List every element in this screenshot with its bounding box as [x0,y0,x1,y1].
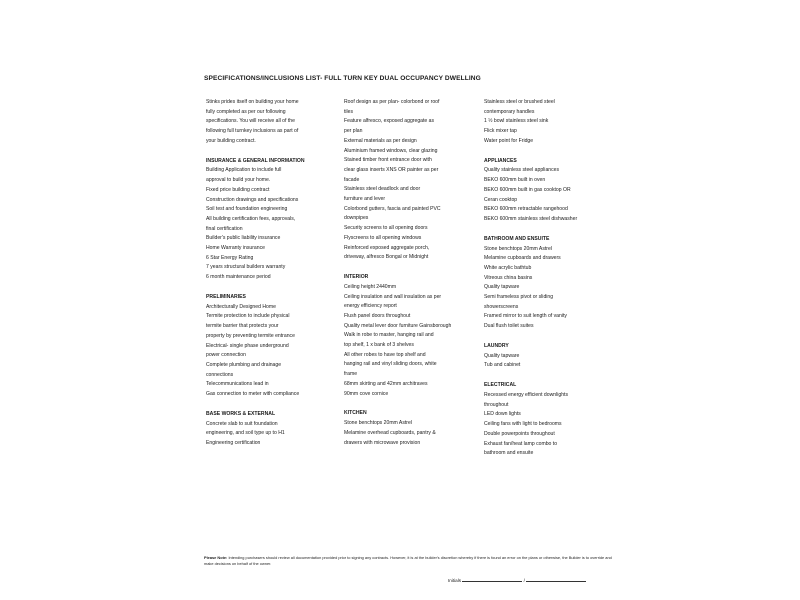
spec-line: Quality tapware [484,352,520,359]
section-heading: BATHROOM AND ENSUITE [484,235,550,242]
spec-line: furniture and lever [344,196,386,203]
spec-line: Construction drawings and specifications [206,196,299,203]
spec-line: specifications. You will receive all of the [206,118,295,125]
section-gap [344,263,474,271]
spec-line: following full turnkey inclusions as part of [206,128,299,135]
spec-line: Home Warranty insurance [206,245,265,252]
spec-line: clear glass inserts XNS OR painter as per [344,166,439,173]
spec-line: driveway, alfresco Bongal or Midnight [344,254,429,261]
section-heading: PRELIMINARIES [206,294,246,301]
spec-line: power connection [206,352,246,359]
spec-line: All building certification fees, approvals, [206,215,296,222]
spec-line: fully completed as per our following [206,108,286,115]
spec-line: Quality stainless steel appliances [484,167,560,174]
column-3 [484,98,614,459]
spec-line: drawers with microwave provision [344,439,421,446]
spec-line: energy efficiency report [344,303,397,310]
spec-line: Quality tapware [484,284,520,291]
spec-line: Gas connection to meter with compliance [206,391,300,398]
spec-line: 7 years structural builders warranty [206,264,286,271]
spec-line: throughout [484,401,509,408]
initials-blank-1[interactable] [462,577,522,582]
initials-line [448,577,586,583]
spec-line: 6 Star Energy Rating [206,254,254,261]
spec-line: per plan [344,128,363,135]
document-title: SPECIFICATIONS/INCLUSIONS LIST- FULL TURN KEY DUAL OCCUPANCY DWELLING [204,75,481,82]
section-heading: KITCHEN [344,410,367,417]
spec-line: approval to build your home. [206,177,271,184]
spec-line: Feature alfresco, exposed aggregate as [344,118,435,125]
spec-line: Ceiling fans with light to bedrooms [484,421,562,428]
section-heading: BASE WORKS & EXTERNAL [206,410,276,417]
spec-line: Quality metal lever door furniture Gainsborough [344,322,452,329]
spec-line: Ceiling insulation and wall insulation as per [344,293,442,300]
spec-line: frame [344,371,358,378]
spec-line: Semi frameless pivot or sliding [484,294,554,301]
spec-line: tiles [344,108,354,115]
section-heading: APPLIANCES [484,157,517,164]
spec-line: downpipes [344,215,369,222]
spec-line: Stainless steel or brushed steel [484,99,555,105]
spec-line: your building contract. [206,137,256,144]
spec-line: Flick mixer tap [484,128,517,135]
spec-line: Ceran cooktop [484,196,518,203]
spec-line: Colorbond gutters, fascia and painted PVC [344,205,441,212]
spec-line: LED down lights [484,411,521,418]
section-gap [344,399,474,407]
spec-line: hanging rail and vinyl sliding doors, white [344,361,437,368]
spec-line: 6 month maintenance period [206,274,271,281]
spec-line: contemporary handles [484,108,535,115]
spec-line: connections [206,371,234,378]
spec-line: Soil test and foundation engineering [206,206,288,213]
spec-line: BEKO 600mm stainless steel dishwasher [484,215,578,222]
spec-line: showerscreens [484,303,519,310]
spec-line: Exhaust fan/heat lamp combo to [484,440,558,447]
column-2 [344,98,474,448]
spec-line: 90mm cove cornice [344,390,389,397]
section-gap [484,371,614,379]
spec-line: Concrete slab to suit foundation [206,420,278,427]
spec-line: Ceiling height 2440mm [344,283,397,290]
section-gap [206,283,336,291]
initials-blank-2[interactable] [523,577,586,583]
section-heading: LAUNDRY [484,343,509,350]
spec-line: Flush panel doors throughout [344,312,411,319]
note-label: Please Note: [204,555,228,560]
spec-line: External materials as per design [344,137,417,144]
spec-line: Stained timber front entrance door with [344,157,432,164]
spec-line: Engineering certification [206,440,261,447]
spec-line: Stone benchtops 20mm Astrel [484,245,552,252]
spec-line: Electrical- single phase underground [206,342,289,349]
spec-line: Water point for Fridge [484,137,534,144]
spec-line: 68mm skirting and 42mm architraves [344,380,428,387]
section-gap [484,147,614,155]
spec-line: Double powerpoints throughout [484,430,555,437]
spec-line: Melamine cupboards and drawers [484,255,561,262]
section-gap [206,147,336,155]
column-1 [206,98,336,449]
spec-line: Recessed energy efficient downlights [484,392,569,399]
spec-line: bathroom and ensuite [484,450,534,457]
spec-line: Architecturally Designed Home [206,303,276,310]
disclaimer-note [204,555,614,567]
spec-line: Builder's public liability insurance [206,235,281,242]
spec-line: final certification [206,225,243,232]
section-gap [484,225,614,233]
spec-line: 1 ½ bowl stainless steel sink [484,118,549,125]
section-gap [484,332,614,340]
spec-line: property by preventing termite entrance [206,332,295,339]
spec-line: Stainless steel deadlock and door [344,186,421,193]
section-heading: ELECTRICAL [484,382,517,389]
section-gap [206,400,336,408]
spec-line: Walk in robe to master, hanging rail and [344,332,434,339]
spec-line: Complete plumbing and drainage [206,361,282,368]
spec-line: Melamine overhead cupboards, pantry & [344,429,436,436]
spec-line: BEKO 600mm retractable rangehood [484,206,568,213]
initials-separator: / [523,578,525,583]
note-text: Intending purchasers should review all documentation provided prior to signing any contracts. However, it is at the builder's discretion whereby if there is found an error on the plans or otherwise, the Builder is to override and make decisions on behalf of the owner. [204,555,612,566]
spec-line: White acrylic bathtub [484,264,532,271]
spec-line: Stinks prides itself on building your home [206,99,299,105]
spec-line: Roof design as per plan- colorbond or roof [344,99,440,105]
spec-line: BEKO 600mm built in oven [484,177,546,184]
spec-line: Tub and cabinet [484,362,521,369]
spec-line: Stone benchtops 20mm Astrel [344,420,412,427]
spec-line: Fixed price building contract [206,186,270,193]
spec-line: BEKO 600mm built in gas cooktop OR [484,186,571,193]
spec-line: Telecommunications lead in [206,381,269,388]
initials-label: Initials [448,578,462,583]
spec-line: Building Application to include full [206,167,282,174]
spec-line: Flyscreens to all opening windows [344,234,422,241]
spec-line: termite barrier that protects your [206,323,279,330]
spec-line: Dual flush toilet suites [484,323,534,330]
spec-line: Security screens to all opening doors [344,225,428,232]
section-heading: INSURANCE & GENERAL INFORMATION [206,157,305,164]
section-heading: INTERIOR [344,274,369,281]
spec-line: top shelf, 1 x bank of 3 shelves [344,342,414,349]
spec-line: Vitreous china basins [484,274,533,281]
spec-line: engineering, and soil type up to H1 [206,430,285,437]
spec-line: Framed mirror to suit length of vanity [484,313,567,320]
spec-line: All other robes to have top shelf and [344,351,426,358]
spec-line: Termite protection to include physical [206,313,290,320]
spec-line: Reinforced exposed aggregate porch, [344,244,430,251]
spec-line: Aluminium framed windows, clear glazing [344,147,438,154]
spec-line: facade [344,176,360,183]
